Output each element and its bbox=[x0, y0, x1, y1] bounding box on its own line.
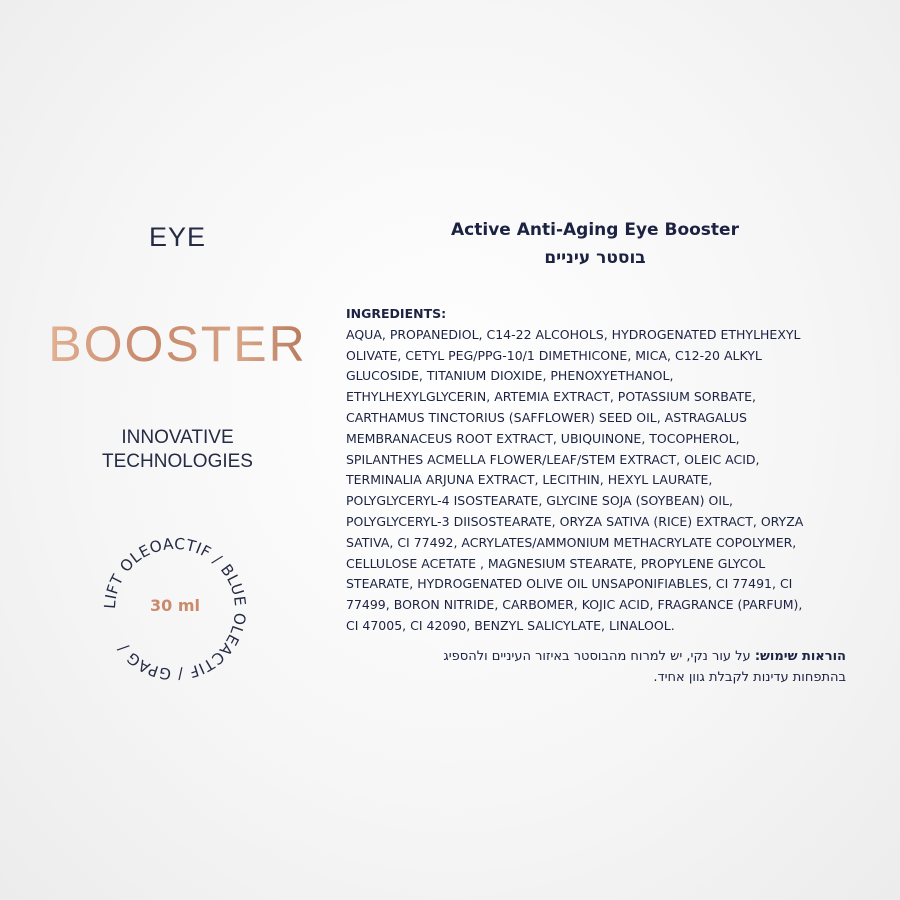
volume-label: 30 ml bbox=[150, 596, 200, 615]
circular-seal bbox=[100, 534, 250, 684]
ingredients-line: SATIVA, CI 77492, ACRYLATES/AMMONIUM METHACRYLATE COPOLYMER, bbox=[346, 534, 797, 550]
ingredients-label: INGREDIENTS: bbox=[346, 306, 447, 321]
product-title: Active Anti-Aging Eye Booster bbox=[451, 220, 739, 240]
left-panel bbox=[0, 0, 355, 900]
eye-label: EYE bbox=[148, 222, 207, 252]
ingredients-line: STEARATE, HYDROGENATED OLIVE OIL UNSAPONIFIABLES, CI 77491, CI bbox=[346, 576, 793, 592]
ingredients-line: TERMINALIA ARJUNA EXTRACT, LECITHIN, HEXYL LAURATE, bbox=[346, 472, 713, 488]
ingredients-line: CARTHAMUS TINCTORIUS (SAFFLOWER) SEED OIL, ASTRAGALUS bbox=[346, 409, 747, 425]
ingredients-line: OLIVATE, CETYL PEG/PPG-10/1 DIMETHICONE, MICA, C12-20 ALKYL bbox=[346, 347, 762, 363]
product-title-hebrew: בוסטר עיניים bbox=[544, 248, 646, 268]
usage-instructions bbox=[330, 646, 846, 688]
seal-ring-text: LIFT OLEOACTIF / BLUE OLEACTIF / GPAG / bbox=[100, 534, 250, 684]
ingredients-line: SPILANTHES ACMELLA FLOWER/LEAF/STEM EXTRACT, OLEIC ACID, bbox=[346, 451, 760, 467]
ingredients-line: 77499, BORON NITRIDE, CARBOMER, KOJIC ACID, FRAGRANCE (PARFUM), bbox=[346, 597, 803, 613]
innovative-technologies bbox=[0, 426, 355, 474]
ingredients-line: MEMBRANACEUS ROOT EXTRACT, UBIQUINONE, TOCOPHEROL, bbox=[346, 430, 740, 446]
usage-line-2: בהתפחות עדינות לקבלת גוון אחיד. bbox=[653, 670, 846, 685]
ingredients-line: POLYGLYCERYL-4 ISOSTEARATE, GLYCINE SOJA (SOYBEAN) OIL, bbox=[346, 493, 733, 509]
ingredients-line: ETHYLHEXYLGLYCERIN, ARTEMIA EXTRACT, POTASSIUM SORBATE, bbox=[346, 389, 756, 405]
ingredients-block bbox=[346, 304, 846, 637]
booster-text: BOOSTER bbox=[48, 316, 307, 372]
innovative-line-2: TECHNOLOGIES bbox=[102, 451, 253, 472]
ingredients-line: CELLULOSE ACETATE , MAGNESIUM STEARATE, PROPYLENE GLYCOL bbox=[346, 555, 766, 571]
ingredients-line: GLUCOSIDE, TITANIUM DIOXIDE, PHENOXYETHANOL, bbox=[346, 368, 674, 384]
ingredients-line: CI 47005, CI 42090, BENZYL SALICYLATE, LINALOOL. bbox=[346, 617, 675, 633]
booster-title bbox=[0, 314, 355, 374]
usage-label: הוראות שימוש: bbox=[754, 649, 846, 664]
ingredients-line: AQUA, PROPANEDIOL, C14-22 ALCOHOLS, HYDROGENATED ETHYLHEXYL bbox=[346, 326, 801, 342]
usage-text-1: על עור נקי, יש למרוח מהבוסטר באיזור העיניים ולהספיג bbox=[443, 649, 751, 664]
usage-line-1 bbox=[330, 646, 846, 667]
ingredients-line: POLYGLYCERYL-3 DIISOSTEARATE, ORYZA SATIVA (RICE) EXTRACT, ORYZA bbox=[346, 513, 804, 529]
innovative-line-1: INNOVATIVE bbox=[121, 427, 234, 448]
